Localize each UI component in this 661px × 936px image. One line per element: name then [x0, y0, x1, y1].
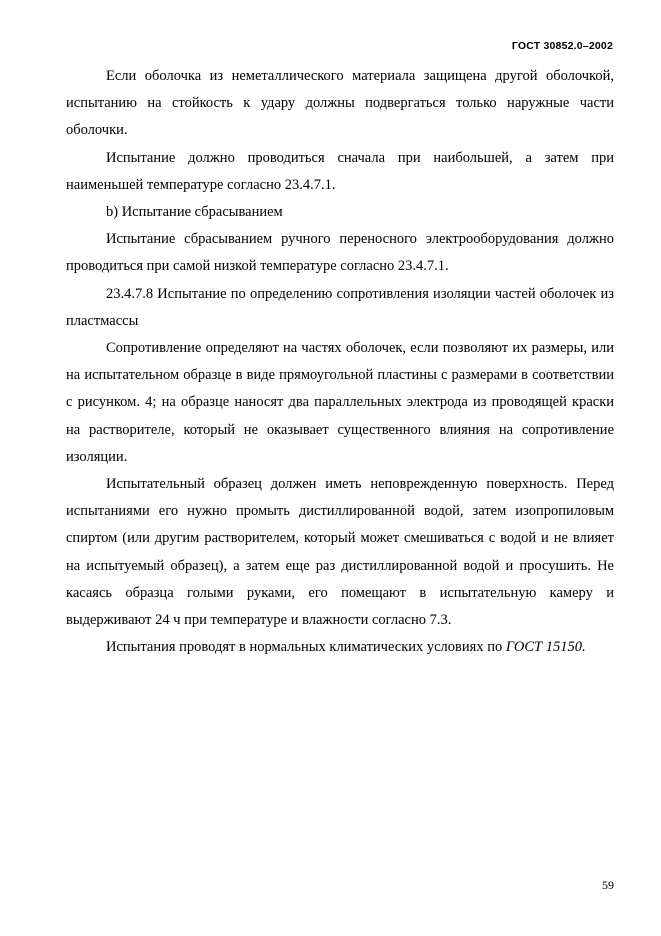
page-number: 59 — [602, 878, 614, 892]
section-heading-insulation-resistance: 23.4.7.8 Испытание по определению сопротивления изоляции частей оболочек из пластмассы — [66, 285, 614, 329]
subheading-drop-test: b) Испытание сбрасыванием — [106, 204, 283, 221]
reference-period: . — [581, 639, 586, 656]
paragraph-resistance-measurement: Сопротивление определяют на частях оболочек, если позволяют их размеры, или на испытательном образце в виде прямоугольной пластины с размерами в соответствии с рисунком. 4; на образце наносят два параллельных электрода из проводящей краски на растворителе, который не оказывает существенного влияния на сопротивление изоляции. — [66, 340, 614, 465]
document-body — [66, 63, 614, 661]
standard-reference: ГОСТ 15150 — [505, 639, 582, 656]
paragraph-drop-test: Испытание сбрасыванием ручного переносного электрооборудования должно проводиться при самой низкой температуре согласно 23.4.7.1. — [66, 231, 614, 275]
document-header: ГОСТ 30852.0–2002 — [511, 40, 613, 52]
paragraph-test-temperature: Испытание должно проводиться сначала при наибольшей, а затем при наименьшей температуре согласно 23.4.7.1. — [66, 149, 614, 193]
paragraph-climatic-conditions — [66, 634, 614, 661]
paragraph-outer-shell-impact: Если оболочка из неметаллического материала защищена другой оболочкой, испытанию на стойкость к удару должны подвергаться только наружные части оболочки. — [66, 68, 614, 139]
climatic-conditions-text: Испытания проводят в нормальных климатических условиях по — [106, 639, 506, 656]
paragraph-sample-preparation: Испытательный образец должен иметь неповрежденную поверхность. Перед испытаниями его нужно промыть дистиллированной водой, затем изопропиловым спиртом (или другим растворителем, который может смешиваться с водой и не влияет на испытуемый образец), а затем еще раз дистиллированной водой и просушить. Не касаясь образца голыми руками, его помещают в испытательную камеру и выдерживают 24 ч при температуре и влажности согласно 7.3. — [66, 476, 614, 629]
